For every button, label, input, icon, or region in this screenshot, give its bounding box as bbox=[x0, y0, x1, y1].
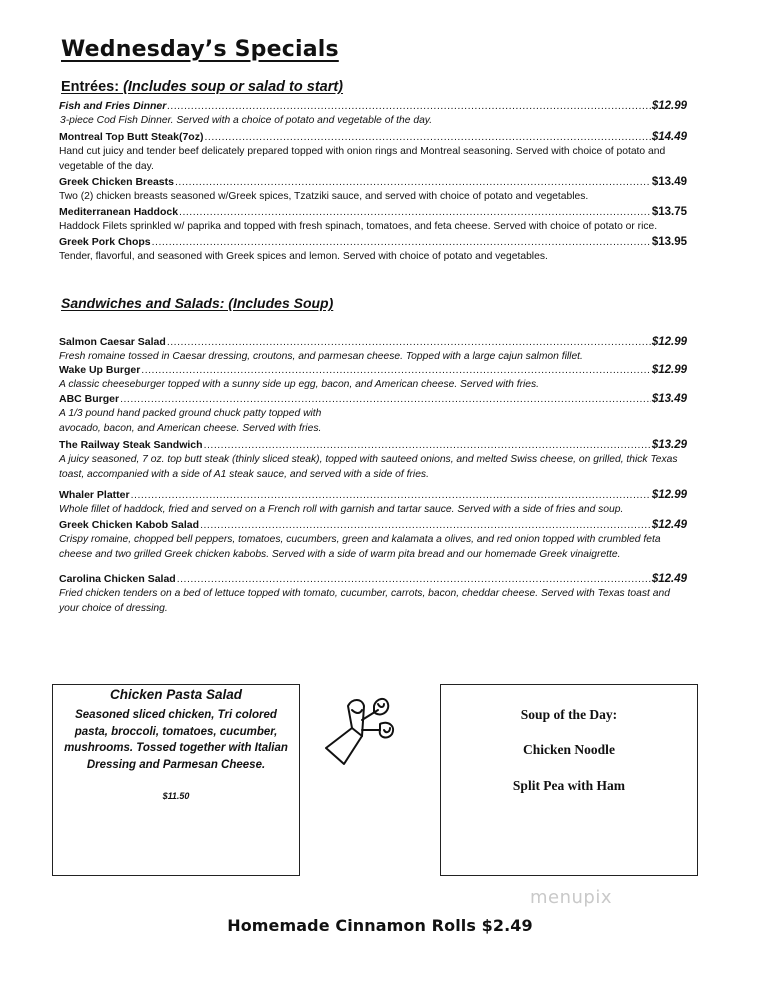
leader-dots bbox=[120, 393, 651, 406]
soup-item: Split Pea with Ham bbox=[512, 778, 626, 793]
page-title: Wednesday’s Specials bbox=[61, 37, 339, 62]
watermark: menupix bbox=[530, 887, 613, 908]
item-name: Fish and Fries Dinner bbox=[59, 100, 167, 112]
menu-item bbox=[59, 131, 687, 174]
leader-dots bbox=[131, 489, 651, 502]
menu-item bbox=[59, 336, 687, 365]
entrees-heading-main: Entrées: bbox=[61, 79, 124, 95]
item-description: Whole fillet of haddock, fried and served on a French roll with garnish and tartar sauce. Served with a side of fries and soup. bbox=[59, 504, 624, 515]
pasta-salad-title: Chicken Pasta Salad bbox=[109, 687, 243, 702]
item-description: A classic cheeseburger topped with a sunny side up egg, bacon, and American cheese. Served with fries. bbox=[59, 379, 540, 390]
entrees-heading-note: (Includes soup or salad to start) bbox=[123, 79, 344, 95]
leader-dots bbox=[204, 439, 651, 452]
item-name: Salmon Caesar Salad bbox=[59, 336, 166, 348]
menu-item bbox=[59, 439, 687, 482]
leader-dots bbox=[152, 236, 651, 249]
pasta-salad-price: $11.50 bbox=[162, 791, 190, 801]
item-description: 3-piece Cod Fish Dinner. Served with a choice of potato and vegetable of the day. bbox=[60, 115, 433, 126]
item-price: $12.49 bbox=[651, 573, 687, 585]
item-price: $13.49 bbox=[651, 176, 687, 188]
pasta-salad-description: Seasoned sliced chicken, Tri colored pasta, broccoli, tomatoes, cucumber, mushrooms. Tossed together with Italian Dressing and Parmesan Cheese. bbox=[64, 709, 288, 771]
leader-dots bbox=[177, 573, 651, 586]
item-description: Fresh romaine tossed in Caesar dressing, croutons, and parmesan cheese. Topped with a large cajun salmon fillet. bbox=[59, 351, 583, 362]
item-price: $13.29 bbox=[651, 439, 687, 451]
item-name: Greek Chicken Breasts bbox=[59, 176, 174, 188]
menu-item bbox=[59, 100, 687, 129]
menu-item bbox=[59, 206, 687, 235]
leader-dots bbox=[167, 336, 651, 349]
item-name: Greek Chicken Kabob Salad bbox=[59, 519, 200, 531]
soup-title: Soup of the Day: bbox=[520, 707, 618, 722]
item-name: Greek Pork Chops bbox=[59, 236, 151, 248]
item-description: Hand cut juicy and tender beef delicately prepared topped with onion rings and Montreal seasoning. Served with choice of potato and vegetable of the day. bbox=[59, 146, 666, 172]
menu-item bbox=[59, 176, 687, 205]
flower-bouquet-icon bbox=[322, 690, 406, 768]
leader-dots bbox=[179, 206, 651, 219]
item-name: Wake Up Burger bbox=[59, 364, 141, 376]
item-price: $13.95 bbox=[651, 236, 687, 248]
item-name: ABC Burger bbox=[59, 393, 120, 405]
menu-item bbox=[59, 573, 687, 616]
item-price: $12.99 bbox=[651, 489, 687, 501]
leader-dots bbox=[200, 519, 651, 532]
item-price: $13.75 bbox=[651, 206, 687, 218]
item-name: The Railway Steak Sandwich bbox=[59, 439, 203, 451]
item-name: Mediterranean Haddock bbox=[59, 206, 179, 218]
item-description: Haddock Filets sprinkled w/ paprika and topped with fresh spinach, tomatoes, and feta cheese. Served with choice of potato or rice. bbox=[59, 221, 658, 232]
item-price: $13.49 bbox=[651, 393, 687, 405]
item-description: Fried chicken tenders on a bed of lettuce topped with tomato, cucumber, carrots, bacon, cheddar cheese. Served with Texas toast and your choice of dressing. bbox=[59, 588, 670, 614]
entrees-heading bbox=[61, 79, 343, 95]
leader-dots bbox=[167, 100, 650, 113]
footer-special: Homemade Cinnamon Rolls $2.49 bbox=[227, 916, 533, 935]
leader-dots bbox=[204, 131, 650, 144]
menu-item bbox=[59, 393, 687, 436]
menu-item bbox=[59, 236, 687, 265]
item-description: A juicy seasoned, 7 oz. top butt steak (thinly sliced steak), topped with sauteed onions, and melted Swiss cheese, on grilled, thick Texas toast, accompanied with a side of A1 steak sauce, and served with a side of fries. bbox=[59, 454, 678, 480]
soup-box bbox=[440, 684, 698, 876]
item-price: $14.49 bbox=[651, 131, 687, 143]
item-name: Whaler Platter bbox=[59, 489, 130, 501]
item-name: Montreal Top Butt Steak(7oz) bbox=[59, 131, 204, 143]
leader-dots bbox=[175, 176, 651, 189]
menu-item bbox=[59, 489, 687, 518]
item-price: $12.99 bbox=[651, 364, 687, 376]
leader-dots bbox=[141, 364, 651, 377]
menu-item bbox=[59, 519, 687, 562]
soup-item: Chicken Noodle bbox=[523, 742, 615, 757]
item-price: $12.99 bbox=[651, 336, 687, 348]
item-name: Carolina Chicken Salad bbox=[59, 573, 176, 585]
item-price: $12.49 bbox=[651, 519, 687, 531]
item-description: Two (2) chicken breasts seasoned w/Greek spices, Tzatziki sauce, and served with choice of potato and vegetables. bbox=[59, 191, 589, 202]
sandwiches-heading: Sandwiches and Salads: (Includes Soup) bbox=[61, 295, 334, 311]
menu-item bbox=[59, 364, 687, 393]
item-price: $12.99 bbox=[651, 100, 687, 112]
item-description: A 1/3 pound hand packed ground chuck patty topped with avocado, bacon, and American cheese. Served with fries. bbox=[59, 408, 322, 434]
pasta-salad-box bbox=[52, 684, 300, 876]
item-description: Tender, flavorful, and seasoned with Greek spices and lemon. Served with choice of potato and vegetables. bbox=[59, 251, 548, 262]
item-description: Crispy romaine, chopped bell peppers, tomatoes, cucumbers, green and kalamata a olives, and red onion topped with crumbled feta cheese and two grilled Greek chicken kabobs. Served with a side of warm pita bread and our homemade Greek vinaigrette. bbox=[59, 534, 661, 560]
